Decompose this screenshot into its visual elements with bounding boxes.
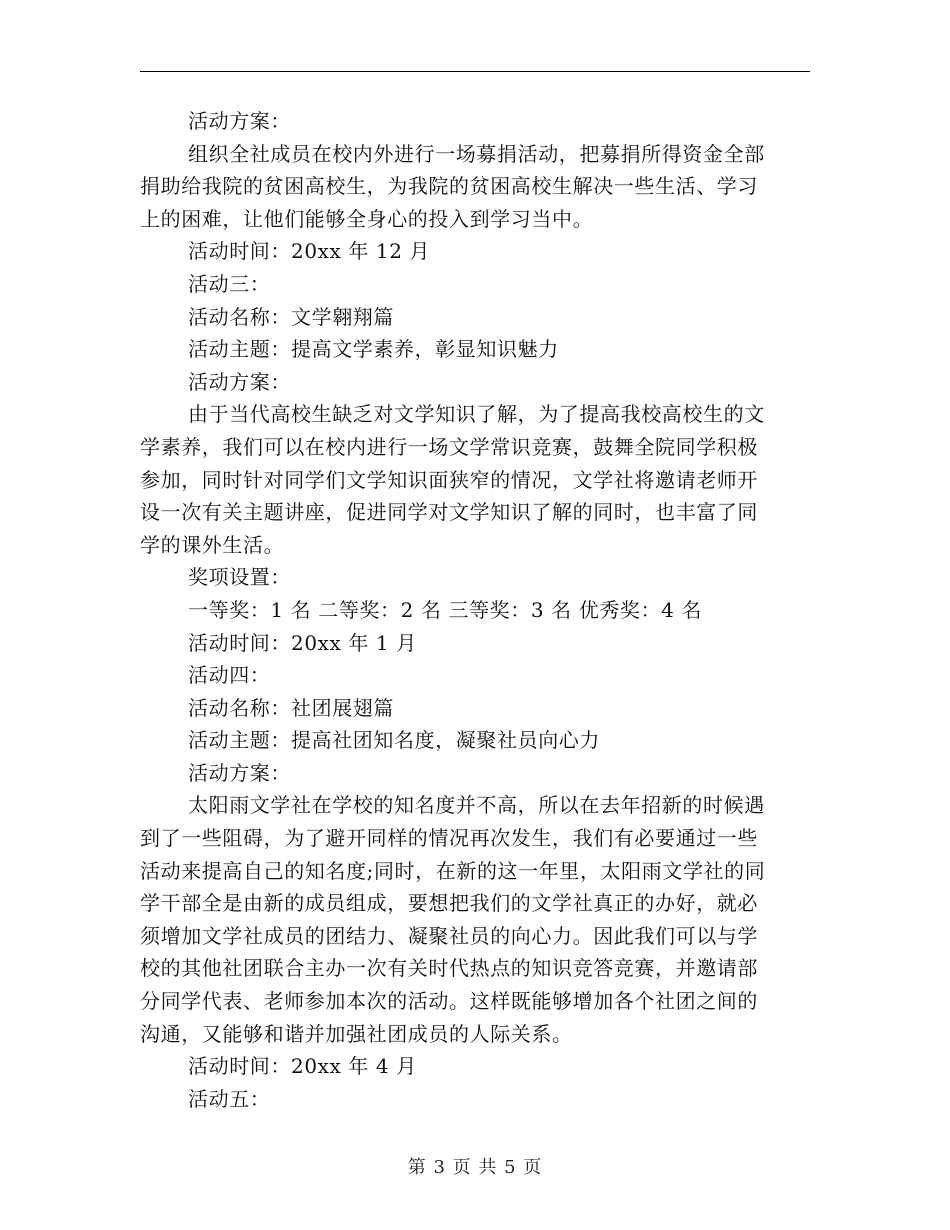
text-line: 活动时间：20xx 年 1 月 (188, 630, 417, 655)
text-line: 活动方案： (188, 369, 291, 394)
text-line: 上的困难，让他们能够全身心的投入到学习当中。 (140, 206, 594, 231)
text-line: 捐助给我院的贫困高校生，为我院的贫困高校生解决一些生活、学习 (140, 174, 758, 199)
text-line: 参加，同时针对同学们文学知识面狭窄的情况，文学社将邀请老师开 (140, 467, 758, 492)
text-line: 学的课外生活。 (140, 532, 285, 557)
text-line: 分同学代表、老师参加本次的活动。这样既能够增加各个社团之间的 (140, 989, 758, 1014)
text-line: 活动主题：提高文学素养，彰显知识魅力 (188, 337, 559, 362)
document-body (140, 105, 810, 1115)
text-line: 活动方案： (188, 760, 291, 785)
text-line: 太阳雨文学社在学校的知名度并不高，所以在去年招新的时候遇 (188, 793, 765, 818)
page-number: 第 3 页 共 5 页 (407, 1157, 543, 1178)
text-line: 活动时间：20xx 年 4 月 (188, 1054, 417, 1079)
text-line: 学素养，我们可以在校内进行一场文学常识竞赛，鼓舞全院同学积极 (140, 434, 758, 459)
text-line: 由于当代高校生缺乏对文学知识了解，为了提高我校高校生的文 (188, 402, 765, 427)
text-line: 校的其他社团联合主办一次有关时代热点的知识竞答竞赛，并邀请部 (140, 956, 758, 981)
text-line: 设一次有关主题讲座，促进同学对文学知识了解的同时，也丰富了同 (140, 500, 758, 525)
text-line: 活动名称：社团展翅篇 (188, 695, 394, 720)
text-line: 到了一些阻碍，为了避开同样的情况再次发生，我们有必要通过一些 (140, 826, 758, 851)
text-line: 组织全社成员在校内外进行一场募捐活动，把募捐所得资金全部 (188, 141, 765, 166)
header-rule (140, 71, 810, 72)
text-line: 活动名称：文学翱翔篇 (188, 304, 394, 329)
text-line: 活动五： (188, 1086, 271, 1111)
text-line: 一等奖：1 名 二等奖：2 名 三等奖：3 名 优秀奖：4 名 (188, 597, 702, 622)
text-line: 奖项设置： (188, 565, 291, 590)
text-line: 活动主题：提高社团知名度，凝聚社员向心力 (188, 728, 600, 753)
text-line: 活动三： (188, 271, 271, 296)
text-line: 活动四： (188, 663, 271, 688)
text-line: 须增加文学社成员的团结力、凝聚社员的向心力。因此我们可以与学 (140, 923, 758, 948)
text-line: 活动来提高自己的知名度;同时，在新的这一年里，太阳雨文学社的同 (140, 858, 766, 883)
text-line: 活动方案： (188, 109, 291, 133)
text-line: 学干部全是由新的成员组成，要想把我们的文学社真正的办好，就必 (140, 891, 758, 916)
text-line: 活动时间：20xx 年 12 月 (188, 239, 431, 264)
text-line: 沟通，又能够和谐并加强社团成员的人际关系。 (140, 1021, 573, 1046)
